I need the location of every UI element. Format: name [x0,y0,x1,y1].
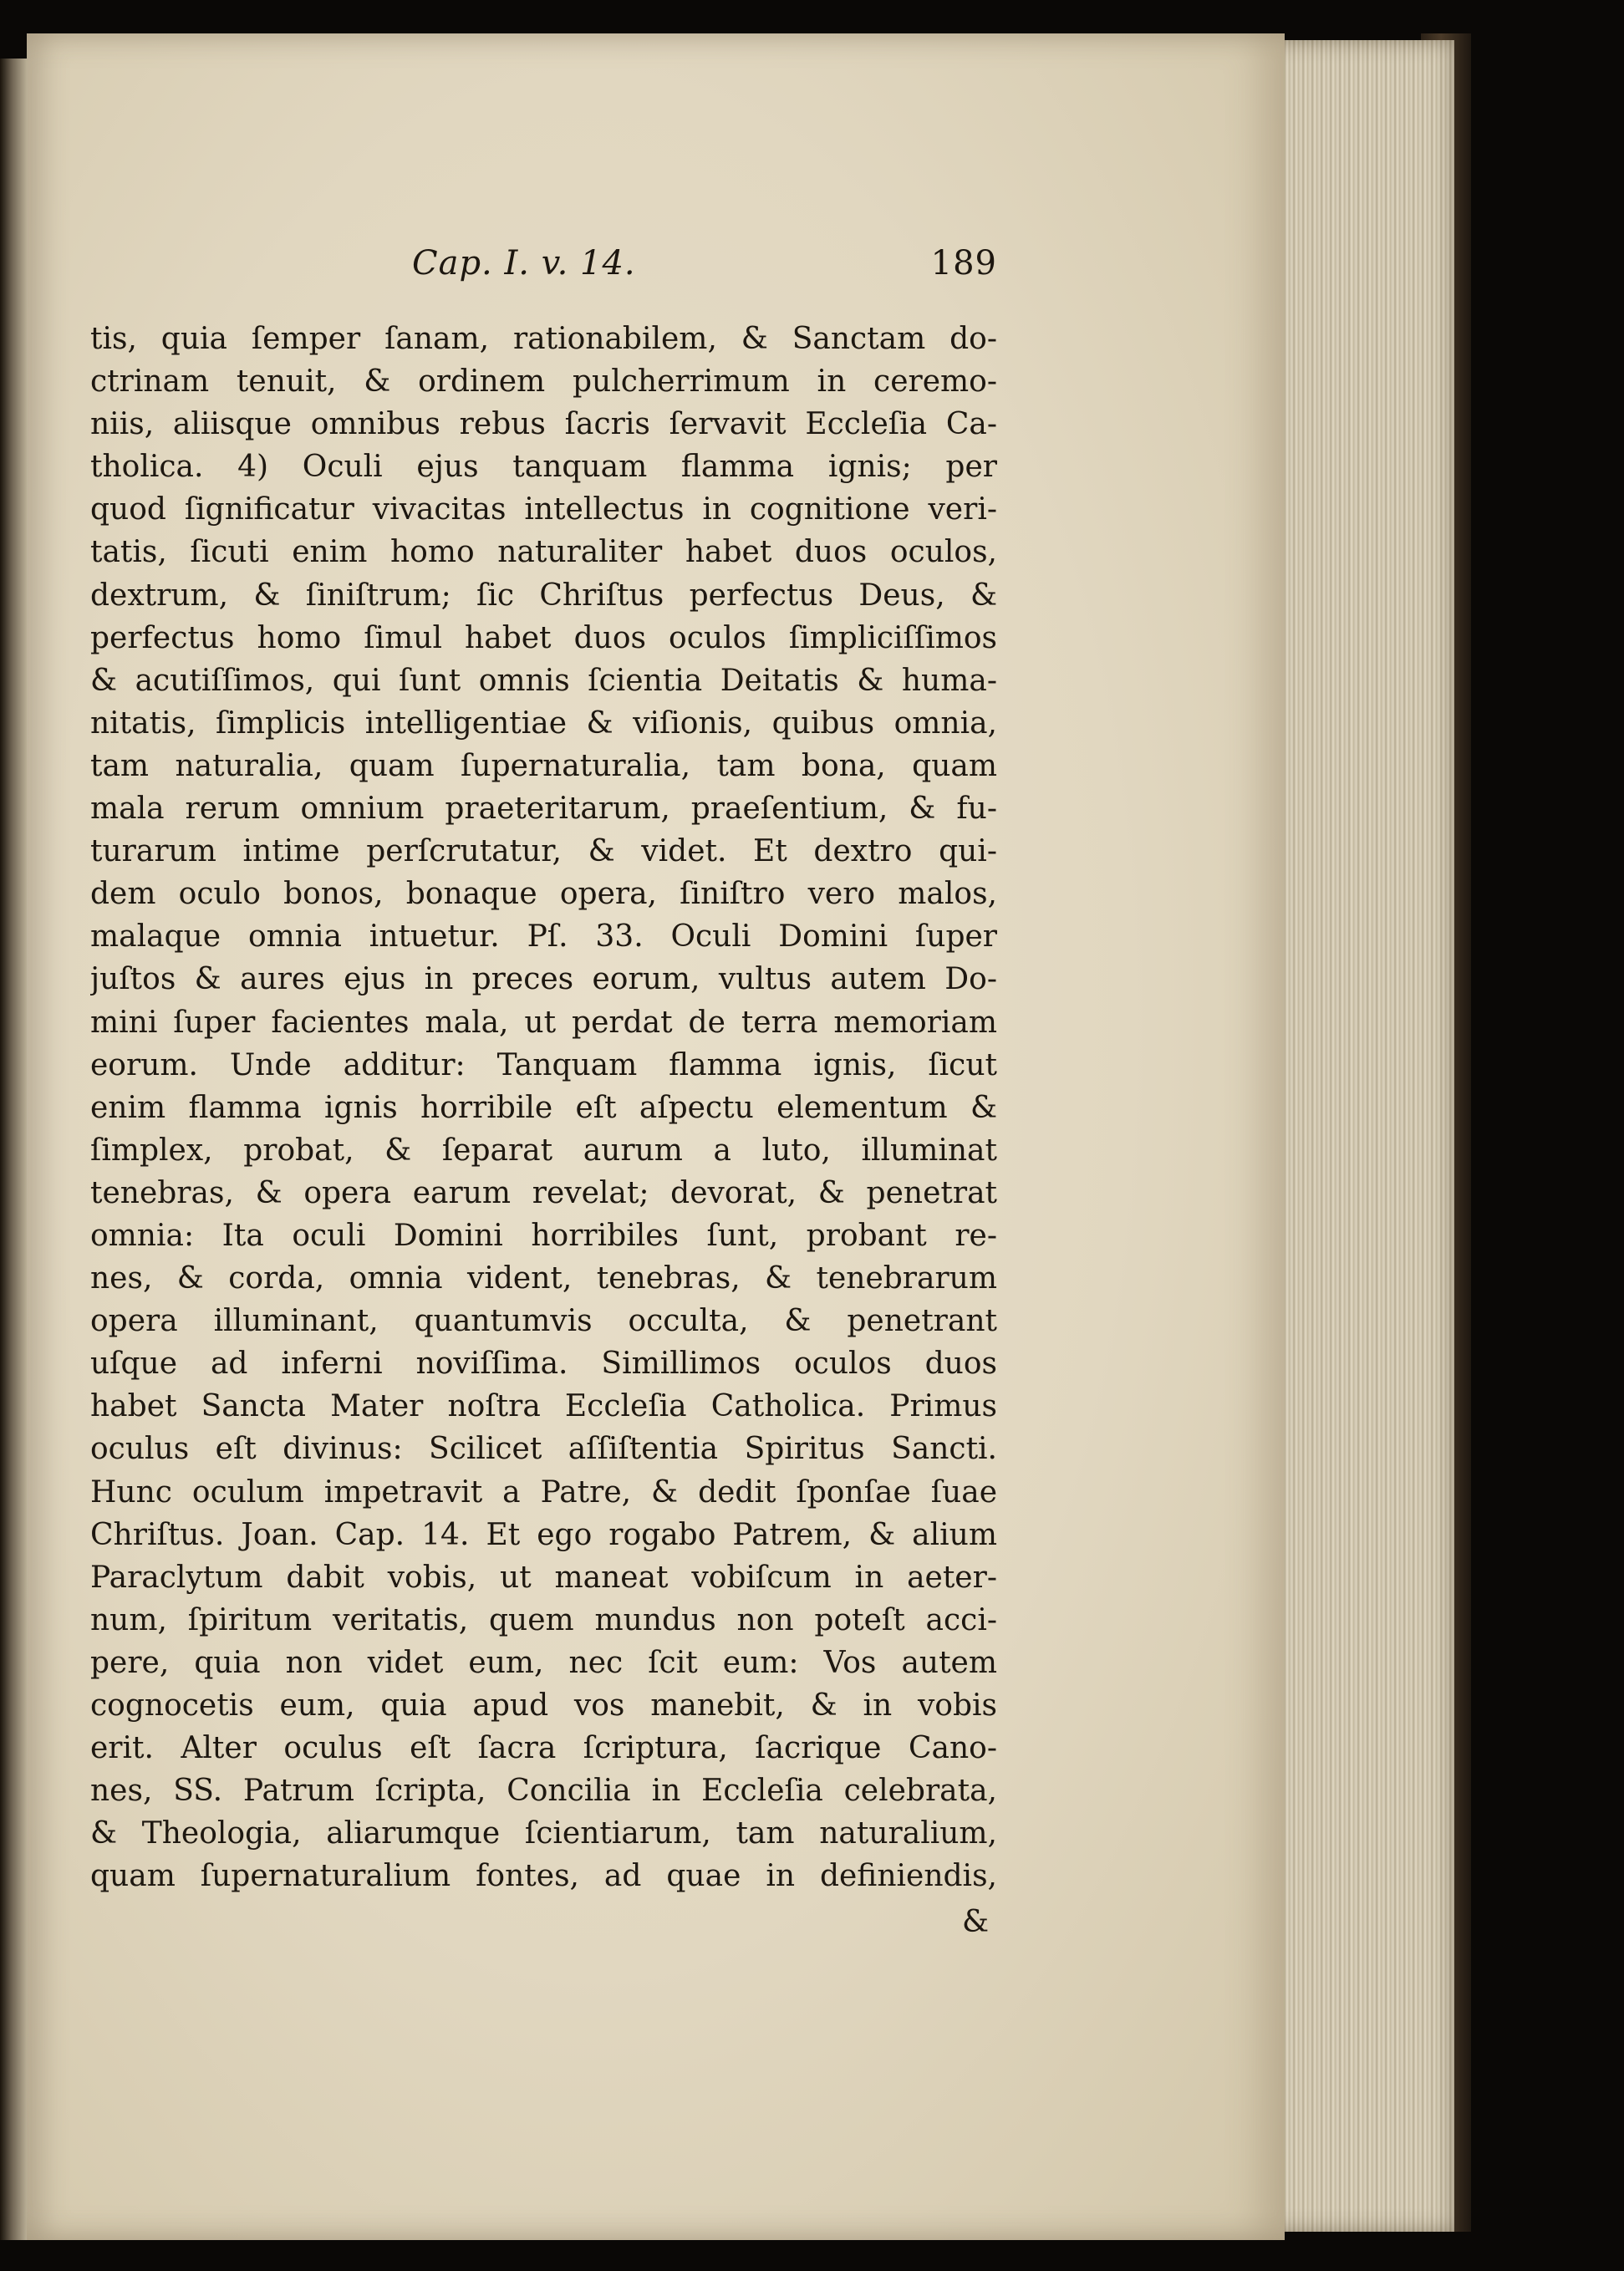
text-line: turarum intime perſcrutatur, & videt. Et dextro qui- [90,834,997,869]
text-line: uſque ad inferni noviſſima. Simillimos oculos duos [90,1347,997,1382]
text-line: oculus eſt divinus: Scilicet aſſiſtentia Spiritus Sancti. [90,1432,997,1467]
text-line: tatis, ſicuti enim homo naturaliter habet duos oculos, [90,535,997,570]
text-line: quod ſignificatur vivacitas intellectus in cognitione veri- [90,492,997,527]
page-text [90,242,997,1943]
text-line: tenebras, & opera earum revelat; devorat, & penetrat [90,1175,997,1210]
text-line: habet Sancta Mater noſtra Eccleſia Catholica. Primus [90,1389,997,1424]
text-line: perfectus homo ſimul habet duos oculos ſimpliciſſimos [90,620,997,655]
text-line: dextrum, & ſiniſtrum; ſic Chriſtus perfectus Deus, & [90,578,997,613]
text-line: tam naturalia, quam ſupernaturalia, tam bona, quam [90,748,997,783]
text-line: cognocetis eum, quia apud vos manebit, & in vobis [90,1688,997,1723]
text-line: omnia: Ita oculi Domini horribiles ſunt, probant re- [90,1218,997,1253]
page-number: 189 [930,244,997,283]
text-line: & acutiſſimos, qui ſunt omnis ſcientia Deitatis & huma- [90,663,997,698]
text-line: nes, SS. Patrum ſcripta, Concilia in Eccleſia celebrata, [90,1774,997,1809]
text-line: Chriſtus. Joan. Cap. 14. Et ego rogabo Patrem, & alium [90,1517,997,1552]
text-line: eorum. Unde additur: Tanquam flamma ignis, ſicut [90,1047,997,1082]
text-line: mini ſuper facientes mala, ut perdat de terra memoriam [90,1005,997,1040]
text-line: dem oculo bonos, bonaque opera, ſiniſtro vero malos, [90,877,997,912]
page-stack-edges [1262,40,1454,2232]
text-line: nes, & corda, omnia vident, tenebras, & tenebrarum [90,1261,997,1296]
text-line: quam ſupernaturalium fontes, ad quae in definiendis, [90,1859,997,1894]
text-line: ſimplex, probat, & ſeparat aurum a luto, illuminat [90,1133,997,1168]
page-header [90,242,997,293]
text-line: enim flamma ignis horribile eſt aſpectu elementum & [90,1090,997,1125]
text-line: Hunc oculum impetravit a Patre, & dedit ſponſae ſuae [90,1474,997,1510]
catchword-text: & [961,1905,989,1940]
catchword [90,1901,997,1943]
text-line: num, ſpiritum veritatis, quem mundus non poteſt acci- [90,1602,997,1637]
text-line: niis, aliisque omnibus rebus ſacris ſervavit Eccleſia Ca- [90,407,997,442]
text-line: mala rerum omnium praeteritarum, praeſentium, & fu- [90,792,997,827]
body-text [90,318,997,1897]
facing-page-edge [0,59,27,2240]
text-line: juſtos & aures ejus in preces eorum, vultus autem Do- [90,962,997,997]
running-head: Cap. I. v. 14. [412,244,636,283]
text-line: tholica. 4) Oculi ejus tanquam flamma ignis; per [90,450,997,485]
text-line: nitatis, ſimplicis intelligentiae & viſionis, quibus omnia, [90,705,997,741]
text-line: opera illuminant, quantumvis occulta, & penetrant [90,1304,997,1339]
text-line: tis, quia ſemper ſanam, rationabilem, & Sanctam do- [90,322,997,356]
text-line: & Theologia, aliarumque ſcientiarum, tam naturalium, [90,1816,997,1851]
text-line: malaque omnia intuetur. Pſ. 33. Oculi Domini ſuper [90,919,997,955]
text-line: erit. Alter oculus eſt ſacra ſcriptura, ſacrique Cano- [90,1731,997,1766]
text-line: pere, quia non videt eum, nec ſcit eum: Vos autem [90,1645,997,1680]
text-line: Paraclytum dabit vobis, ut maneat vobiſcum in aeter- [90,1560,997,1595]
text-line: ctrinam tenuit, & ordinem pulcherrimum in ceremo- [90,364,997,400]
